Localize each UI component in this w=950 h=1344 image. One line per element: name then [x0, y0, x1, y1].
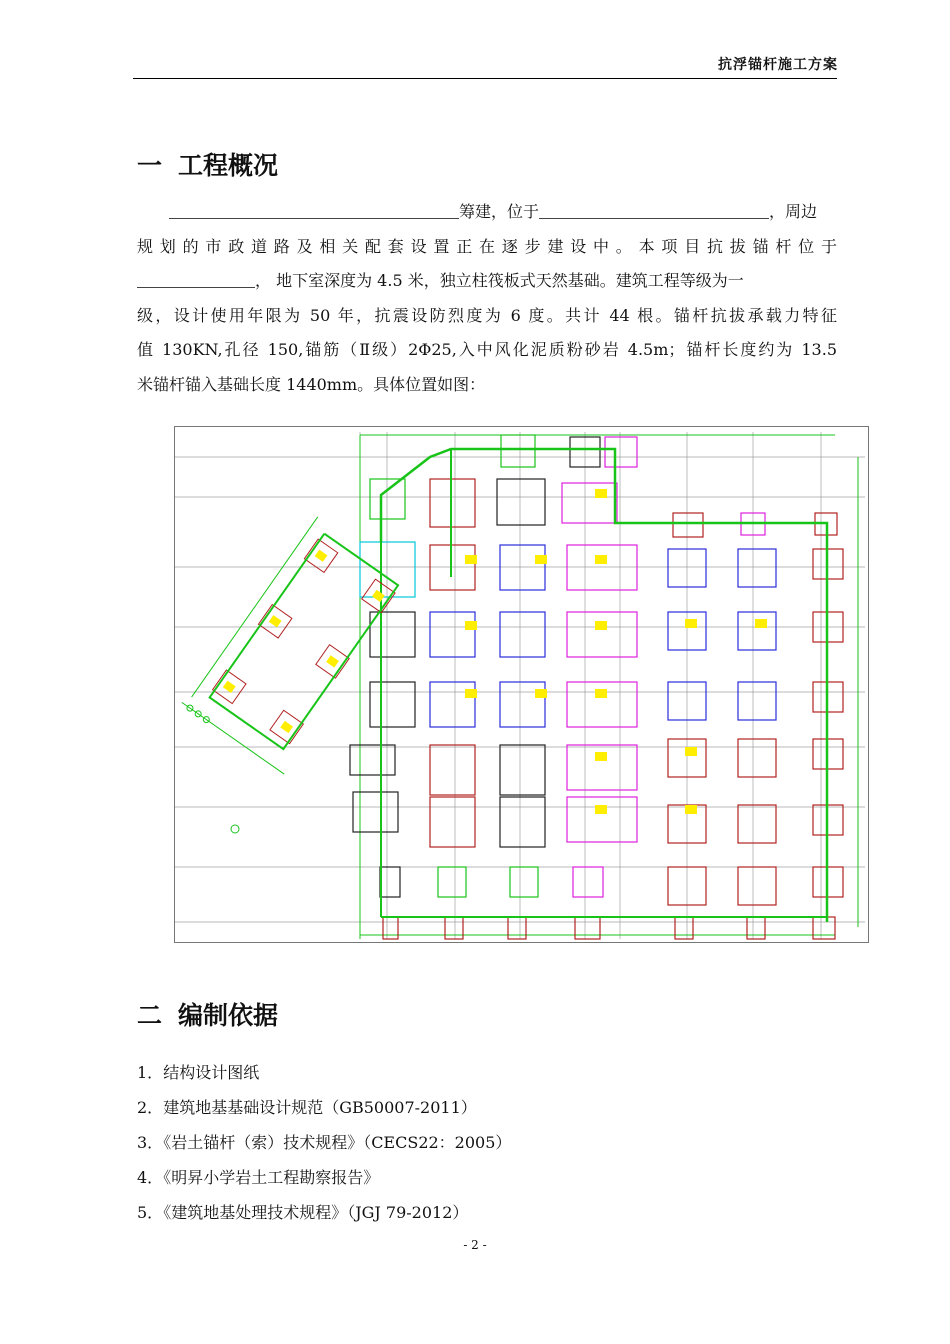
foundation-box	[813, 917, 835, 939]
anchor-marker	[326, 655, 339, 667]
blank-field-anchor-location	[137, 269, 255, 288]
section-heading-2	[137, 996, 278, 1032]
foundation-box	[673, 513, 703, 537]
text-line: 规划的市政道路及相关配套设置正在逐步建设中。本项目抗拔锚杆位于	[137, 236, 837, 256]
foundation-box	[438, 867, 466, 897]
foundation-box	[567, 545, 637, 590]
section-number: 二	[137, 1001, 163, 1030]
list-text: 结构设计图纸	[163, 1063, 260, 1082]
text-line: 值 130KN,孔径 150,锚筋（Ⅱ级）2Φ25,入中风化泥质粉砂岩 4.5m；锚杆长度约为 13.5	[137, 340, 837, 359]
anchor-marker	[685, 805, 697, 814]
section-title: 编制依据	[178, 1001, 279, 1030]
axis-bubble	[231, 825, 239, 833]
foundation-box	[430, 745, 475, 795]
list-item	[137, 1090, 511, 1125]
foundation-box	[508, 917, 526, 939]
foundation-box	[430, 479, 475, 527]
foundation-box	[738, 867, 776, 905]
foundation-box	[567, 797, 637, 842]
list-item	[137, 1160, 511, 1195]
anchor-marker	[280, 721, 293, 733]
section-number: 一	[137, 151, 163, 180]
indent	[137, 201, 169, 219]
list-text: 建筑地基基础设计规范（GB50007-2011）	[163, 1098, 477, 1117]
list-number: 4．	[137, 1168, 164, 1187]
foundation-box	[738, 682, 776, 720]
foundation-box	[738, 549, 776, 587]
anchor-marker	[685, 747, 697, 756]
foundation-box	[575, 917, 600, 939]
anchor-marker	[535, 555, 547, 564]
foundation-box	[567, 612, 637, 657]
foundation-box	[350, 745, 395, 775]
foundation-box	[500, 745, 545, 795]
blank-field-project-name	[169, 200, 459, 219]
text-line	[137, 195, 837, 230]
foundation-box	[500, 545, 545, 590]
foundation-box	[573, 867, 603, 897]
anchor-marker	[755, 619, 767, 628]
foundation-box	[747, 917, 765, 939]
anchor-marker	[315, 550, 328, 562]
foundation-box	[380, 867, 400, 897]
anchor-marker	[685, 619, 697, 628]
text-fragment: ， 地下室深度为 4.5 米，独立柱筏板式天然基础。建筑工程等级为一	[255, 271, 744, 290]
foundation-box	[738, 739, 776, 777]
foundation-box	[738, 612, 776, 650]
project-overview-paragraph	[137, 195, 837, 402]
foundation-box	[500, 797, 545, 847]
foundation-box	[497, 479, 545, 525]
header-rule	[133, 78, 837, 79]
list-item	[137, 1055, 511, 1090]
anchor-marker	[595, 805, 607, 814]
foundation-box	[738, 805, 776, 843]
foundation-box	[430, 797, 475, 847]
text-line	[137, 264, 837, 299]
list-number: 3．	[137, 1133, 164, 1152]
list-number: 2．	[137, 1098, 164, 1117]
foundation-box	[370, 682, 415, 727]
foundation-box	[370, 612, 415, 657]
foundation-box	[430, 682, 475, 727]
text-line: 米锚杆锚入基础长度 1440mm。具体位置如图：	[137, 374, 486, 394]
foundation-box	[430, 612, 475, 657]
foundation-box	[510, 867, 538, 897]
section-heading-1	[137, 146, 278, 182]
foundation-box	[500, 612, 545, 657]
foundation-box	[500, 682, 545, 727]
list-text: 《岩土锚杆（索）技术规程》（CECS22：2005）	[163, 1133, 512, 1152]
list-number: 1．	[137, 1063, 164, 1082]
anchor-marker	[595, 489, 607, 498]
dimension-line	[192, 517, 318, 697]
anchor-marker	[465, 689, 477, 698]
list-item	[137, 1195, 511, 1230]
anchor-marker	[465, 621, 477, 630]
section-title: 工程概况	[178, 151, 279, 180]
text-fragment: ，周边	[769, 202, 818, 221]
blank-field-location	[539, 200, 769, 219]
list-text: 《明昇小学岩土工程勘察报告》	[163, 1168, 380, 1187]
list-item	[137, 1125, 511, 1160]
anchor-marker	[595, 621, 607, 630]
foundation-box	[383, 917, 398, 939]
list-text: 《建筑地基处理技术规程》（JGJ 79-2012）	[163, 1203, 469, 1222]
foundation-box	[430, 545, 475, 590]
anchor-marker	[595, 689, 607, 698]
foundation-box	[562, 483, 617, 523]
anchor-marker	[269, 615, 282, 627]
anchor-marker	[465, 555, 477, 564]
anchor-marker	[535, 689, 547, 698]
list-number: 5．	[137, 1203, 164, 1222]
anchor-marker	[595, 752, 607, 761]
cad-plan-svg	[175, 427, 868, 942]
foundation-box	[605, 437, 637, 467]
document-header-title: 抗浮锚杆施工方案	[718, 57, 838, 73]
foundation-box	[567, 682, 637, 727]
text-line: 级，设计使用年限为 50 年，抗震设防烈度为 6 度。共计 44 根。锚杆抗拔承载力特征	[137, 305, 837, 325]
foundation-box	[567, 745, 637, 790]
anchor-marker	[223, 681, 236, 693]
reference-list	[137, 1055, 511, 1230]
page-number: - 2 -	[463, 1238, 487, 1252]
text-fragment: 筹建，位于	[459, 202, 540, 221]
anchor-marker	[372, 590, 385, 602]
anchor-marker	[595, 555, 607, 564]
anchor-layout-drawing	[174, 426, 869, 943]
foundation-box	[370, 479, 405, 519]
foundation-box	[675, 917, 693, 939]
foundation-box	[501, 435, 535, 467]
foundation-box	[445, 917, 463, 939]
beam-line	[381, 449, 827, 922]
